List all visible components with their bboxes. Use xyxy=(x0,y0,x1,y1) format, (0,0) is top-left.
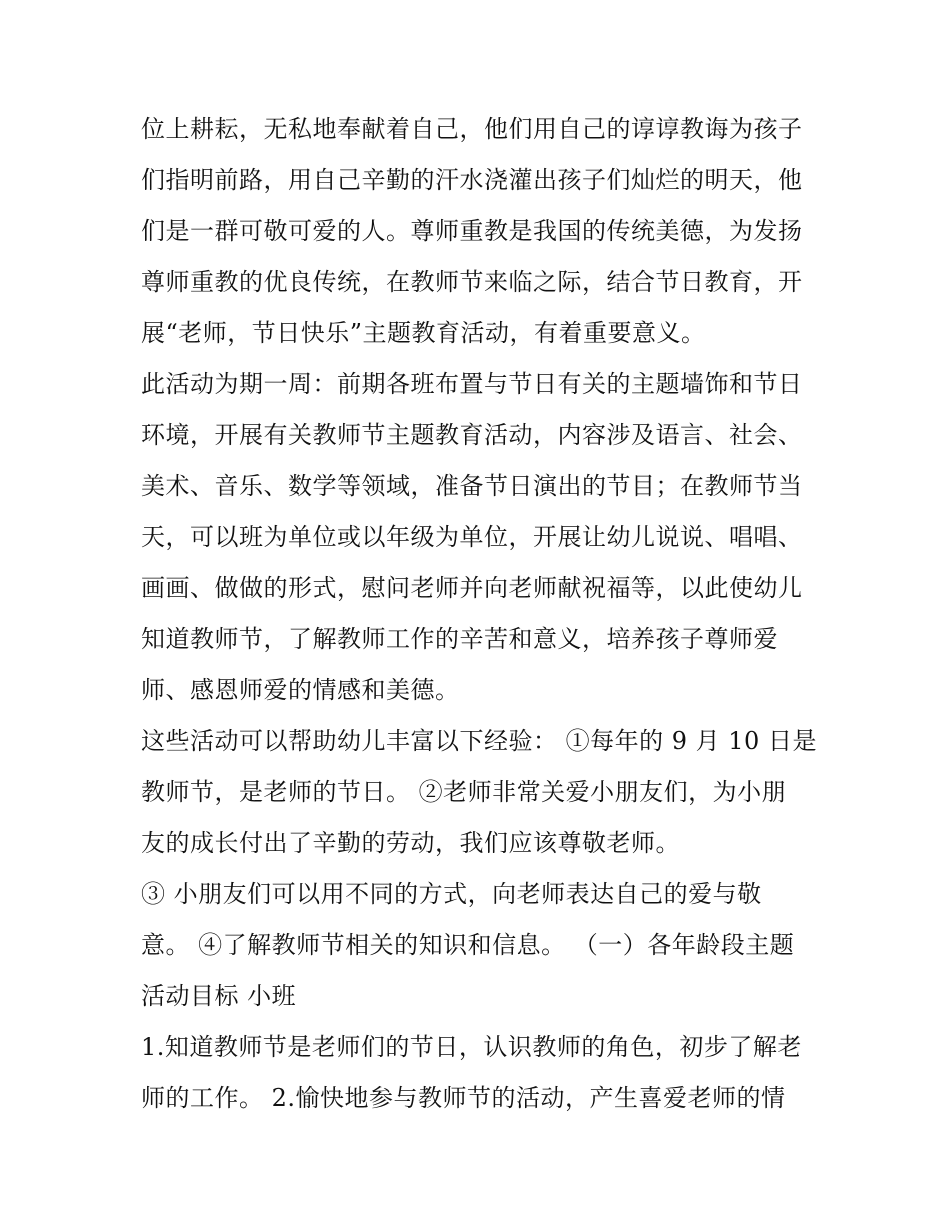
text-line: 环境，开展有关教师节主题教育活动，内容涉及语言、社会、 xyxy=(141,421,803,449)
text-line: 此活动为期一周：前期各班布置与节日有关的主题墙饰和节日 xyxy=(141,370,803,398)
text-line: 活动目标 小班 xyxy=(141,982,297,1010)
text-line: 知道教师节，了解教师工作的辛苦和意义，培养孩子尊师爱 xyxy=(141,625,778,653)
text-line: ③ 小朋友们可以用不同的方式，向老师表达自己的爱与敬 xyxy=(141,880,762,908)
text-line: 师的工作。 2.愉快地参与教师节的活动，产生喜爱老师的情 xyxy=(141,1084,786,1112)
text-line: 1.知道教师节是老师们的节日，认识教师的角色，初步了解老 xyxy=(141,1033,802,1061)
document-body xyxy=(141,104,821,1124)
text-line: 们指明前路，用自己辛勤的汗水浇灌出孩子们灿烂的明天，他 xyxy=(141,166,803,194)
text-line: 天，可以班为单位或以年级为单位，开展让幼儿说说、唱唱、 xyxy=(141,523,803,551)
text-line: 美术、音乐、数学等领域，准备节日演出的节目；在教师节当 xyxy=(141,472,803,500)
text-line: 这些活动可以帮助幼儿丰富以下经验： ①每年的 9 月 10 日是 xyxy=(141,727,817,755)
text-line: 教师节，是老师的节日。 ②老师非常关爱小朋友们，为小朋 xyxy=(141,778,787,806)
text-line: 展“老师，节日快乐”主题教育活动，有着重要意义。 xyxy=(141,319,706,347)
text-line: 意。 ④了解教师节相关的知识和信息。 （一）各年龄段主题 xyxy=(141,931,795,959)
text-line: 们是一群可敬可爱的人。尊师重教是我国的传统美德，为发扬 xyxy=(141,217,803,245)
text-line: 尊师重教的优良传统，在教师节来临之际，结合节日教育，开 xyxy=(141,268,803,296)
text-line: 师、感恩师爱的情感和美德。 xyxy=(141,676,460,704)
text-line: 友的成长付出了辛勤的劳动，我们应该尊敬老师。 xyxy=(141,829,680,857)
text-line: 位上耕耘，无私地奉献着自己，他们用自己的谆谆教诲为孩子 xyxy=(141,115,803,143)
text-line: 画画、做做的形式，慰问老师并向老师献祝福等，以此使幼儿 xyxy=(141,574,803,602)
